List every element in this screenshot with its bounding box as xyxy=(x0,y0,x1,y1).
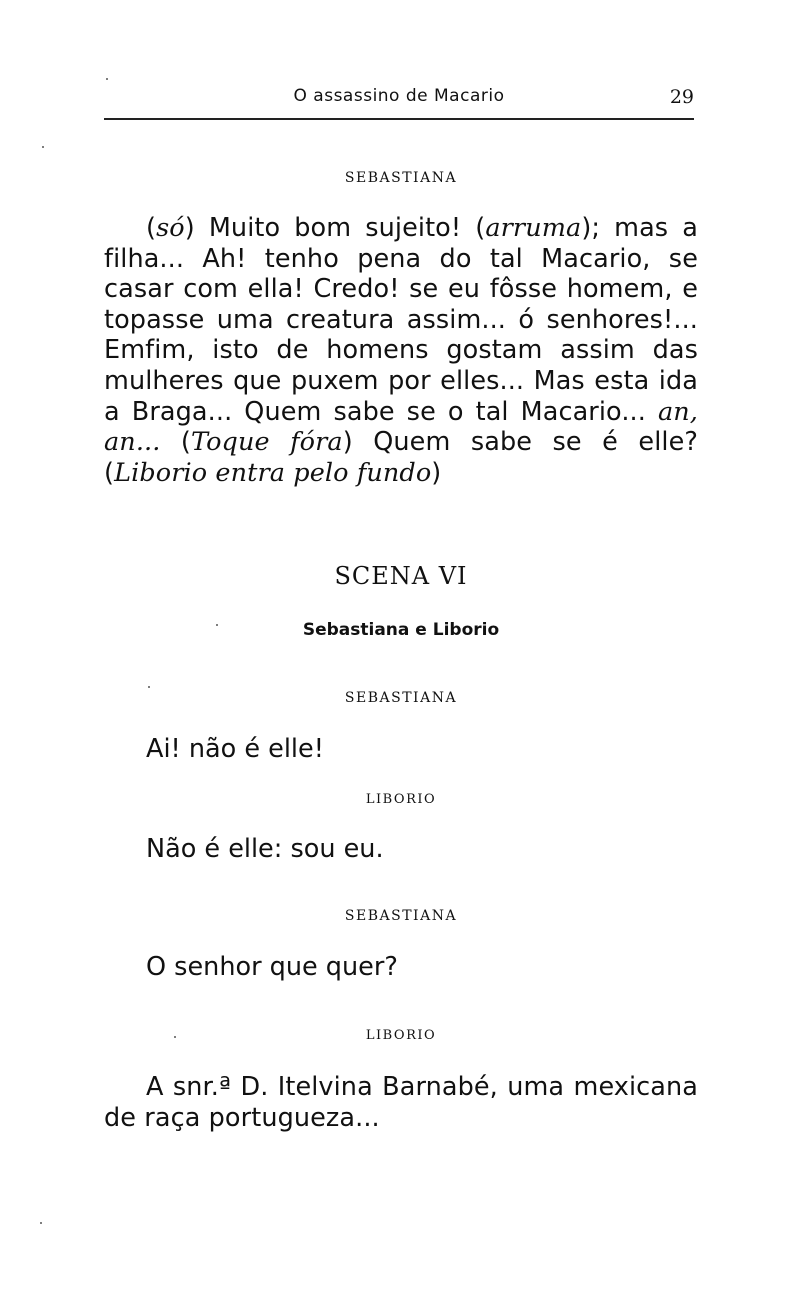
speaker-name: LIBORIO xyxy=(365,1028,437,1043)
speech-text xyxy=(104,213,698,488)
speck xyxy=(40,1222,42,1224)
speck xyxy=(42,146,44,148)
dialogue-line: O senhor que quer? xyxy=(146,952,398,982)
speaker-name: SEBASTIANA xyxy=(344,170,458,186)
speck xyxy=(148,686,150,688)
speck xyxy=(106,78,108,80)
running-header xyxy=(104,86,694,110)
speech-fragment: ( xyxy=(146,213,157,243)
speaker-name: LIBORIO xyxy=(365,792,437,807)
dialogue-paragraph xyxy=(104,1072,698,1133)
speech-fragment: ) Muito bom sujeito! ( xyxy=(184,213,486,243)
speech-fragment: ) xyxy=(431,457,442,488)
stage-direction: Toque fóra xyxy=(190,427,343,458)
speaker-name: SEBASTIANA xyxy=(344,690,458,706)
scene-persons: Sebastiana e Liborio xyxy=(302,620,500,640)
dialogue-line: Não é elle: sou eu. xyxy=(146,834,384,864)
running-title: O assassino de Macario xyxy=(293,86,505,106)
header-rule xyxy=(104,118,694,120)
stage-direction: Liborio entra pelo fundo xyxy=(114,457,432,488)
dialogue-line: A snr.ª D. Itelvina Barnabé, uma mexicana de raça portugueza... xyxy=(104,1072,698,1133)
dialogue-line: Ai! não é elle! xyxy=(146,734,324,764)
speech-fragment: ( xyxy=(160,427,191,458)
speech-fragment: ); mas a filha... Ah! tenho pena do tal Macario, se casar com ella! Credo! se eu fôsse homem, e topasse uma creatura assim... ó senhores!... Emfim, isto de homens gostam assim das mulheres que puxem por elles... Mas esta ida a Braga... Quem sabe se o tal Macario... xyxy=(104,213,699,427)
scene-heading: SCENA VI xyxy=(334,562,468,590)
stage-direction: an, an... xyxy=(104,396,698,458)
speck xyxy=(216,624,218,626)
speck xyxy=(174,1036,176,1038)
page-number: 29 xyxy=(669,86,694,108)
speaker-name: SEBASTIANA xyxy=(344,908,458,924)
speech-paragraph xyxy=(104,213,698,488)
stage-direction: arruma xyxy=(485,213,582,243)
stage-direction: só xyxy=(156,213,185,243)
speech-fragment: ) Quem sabe se é elle? ( xyxy=(104,427,698,488)
